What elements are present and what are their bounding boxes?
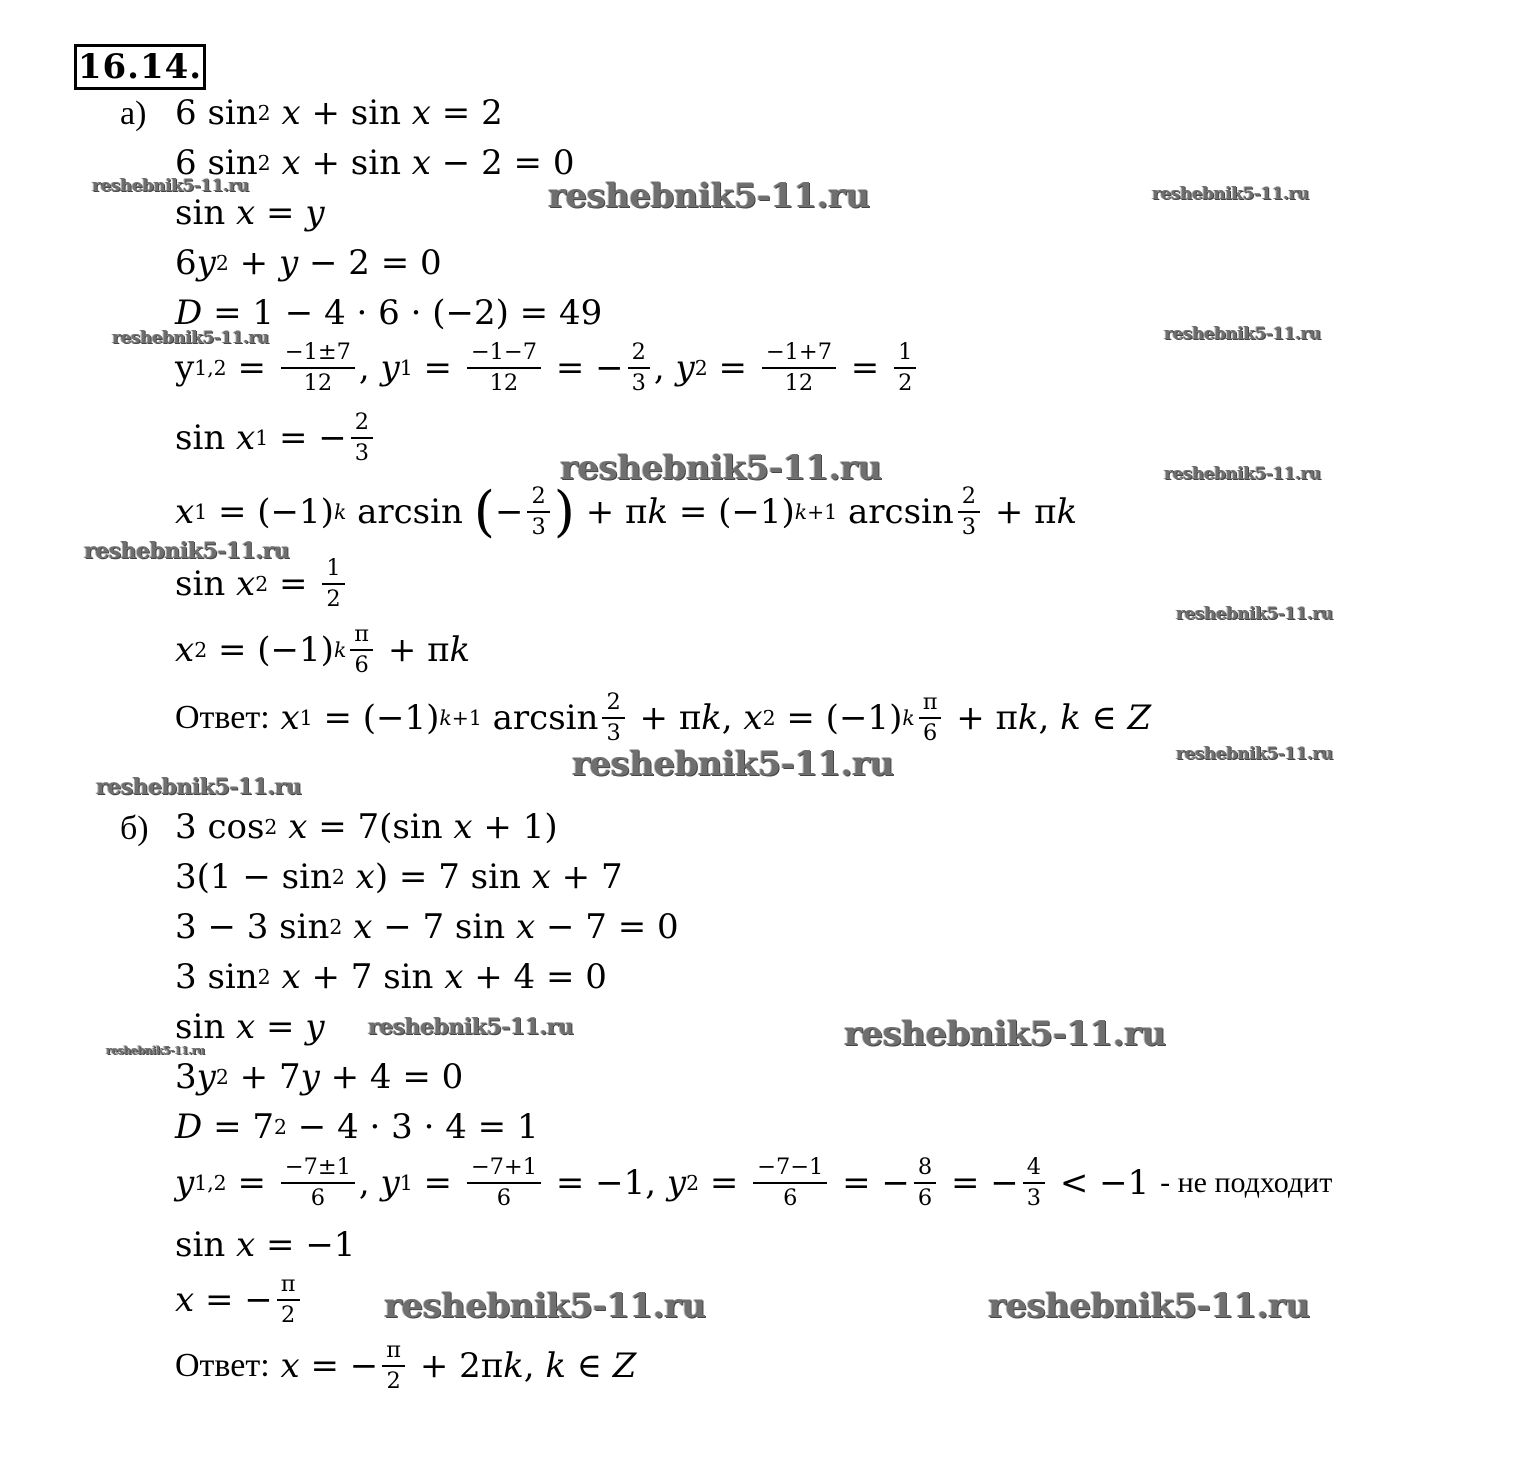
watermark: reshebnik5-11.ru [384, 1286, 706, 1326]
part-b-answer-label: Ответ: [175, 1346, 270, 1384]
part-a-line-7: sin x 1 = − $\frac{2}{3}$ [175, 410, 377, 465]
part-a-line-10: x 2 = (−1) k $\frac{\pi}{6}$ + π k [175, 621, 471, 678]
watermark: reshebnik5-11.ru [844, 1014, 1166, 1054]
problem-number: 16.14. [74, 44, 206, 90]
watermark: reshebnik5-11.ru [548, 176, 870, 216]
watermark: reshebnik5-11.ru [96, 774, 302, 800]
watermark: reshebnik5-11.ru [112, 328, 269, 348]
part-b-line-7: D = 7 2 − 4 · 3 · 4 = 1 [175, 1107, 539, 1147]
part-b-line-6: 3 y 2 + 7 y + 4 = 0 [175, 1057, 464, 1097]
part-b-line-10: x = − $\frac{\pi}{2}$ [175, 1272, 304, 1327]
part-a-label: а) [120, 95, 147, 132]
watermark: reshebnik5-11.ru [1164, 324, 1321, 344]
watermark: reshebnik5-11.ru [1176, 744, 1333, 764]
part-b-line-2: 3(1 − sin 2 x ) = 7 sin x + 7 [175, 857, 623, 897]
watermark: reshebnik5-11.ru [1176, 604, 1333, 624]
watermark: reshebnik5-11.ru [1164, 464, 1321, 484]
part-b-line-1: 3 cos 2 x = 7(sin x + 1) [175, 807, 558, 847]
part-b-line-5: sin x = y [175, 1007, 325, 1047]
part-b-line-3: 3 − 3 sin 2 x − 7 sin x − 7 = 0 [175, 907, 679, 947]
watermark: reshebnik5-11.ru [368, 1014, 574, 1040]
part-a-line-8: x 1 = (−1) k arcsin ( − $\frac{2}{3}$ ) + π k = (−1) k+1 arcsin $\frac{2}{3}$ + π k [175, 479, 1078, 543]
part-a-line-6: y 1,2 = $\frac{-1\pm 7}{12}$ , y 1 = $\frac{-1-7}{12}$ = − $\frac{2}{3}$ , y 2 = $\frac{-1+7}{12}$ = $\frac{1}{2}$ [175, 340, 920, 395]
part-a-line-9: sin x 2 = $\frac{1}{2}$ [175, 556, 349, 611]
part-b-line-8: y 1,2 = $\frac{-7\pm 1}{6}$ , y 1 = $\frac{-7+1}{6}$ = −1, y 2 = $\frac{-7-1}{6}$ = − $\frac{8}{6}$ = − $\frac{4}{3}$ < −1 - не подходит [175, 1154, 1333, 1211]
not-fit-note: - не подходит [1160, 1165, 1333, 1199]
part-a-line-4: 6 y 2 + y − 2 = 0 [175, 243, 442, 283]
watermark: reshebnik5-11.ru [1152, 184, 1309, 204]
part-a-line-3: sin x = y [175, 193, 325, 233]
watermark: reshebnik5-11.ru [988, 1286, 1310, 1326]
watermark: reshebnik5-11.ru [560, 448, 882, 488]
part-a-line-1: 6 sin 2 x + sin x = 2 [175, 93, 503, 133]
part-b-label: б) [120, 810, 149, 847]
watermark: reshebnik5-11.ru [106, 1044, 205, 1057]
watermark: reshebnik5-11.ru [92, 176, 249, 196]
part-a-line-2: 6 sin 2 x + sin x − 2 = 0 [175, 143, 575, 183]
part-b-line-9: sin x = −1 [175, 1225, 356, 1265]
part-a-line-5: D = 1 − 4 · 6 · (−2) = 49 [175, 293, 603, 333]
part-a-answer-label: Ответ: [175, 698, 270, 736]
part-b-line-4: 3 sin 2 x + 7 sin x + 4 = 0 [175, 957, 607, 997]
part-b-answer: Ответ: x = − $\frac{\pi}{2}$ + 2π k , k ∈ Z [175, 1337, 637, 1394]
watermark: reshebnik5-11.ru [572, 744, 894, 784]
watermark: reshebnik5-11.ru [84, 538, 290, 564]
part-a-answer: Ответ: x 1 = (−1) k+1 arcsin $\frac{2}{3}$ + π k , x 2 = (−1) k $\frac{\pi}{6}$ + π k , k ∈ Z [175, 689, 1152, 746]
